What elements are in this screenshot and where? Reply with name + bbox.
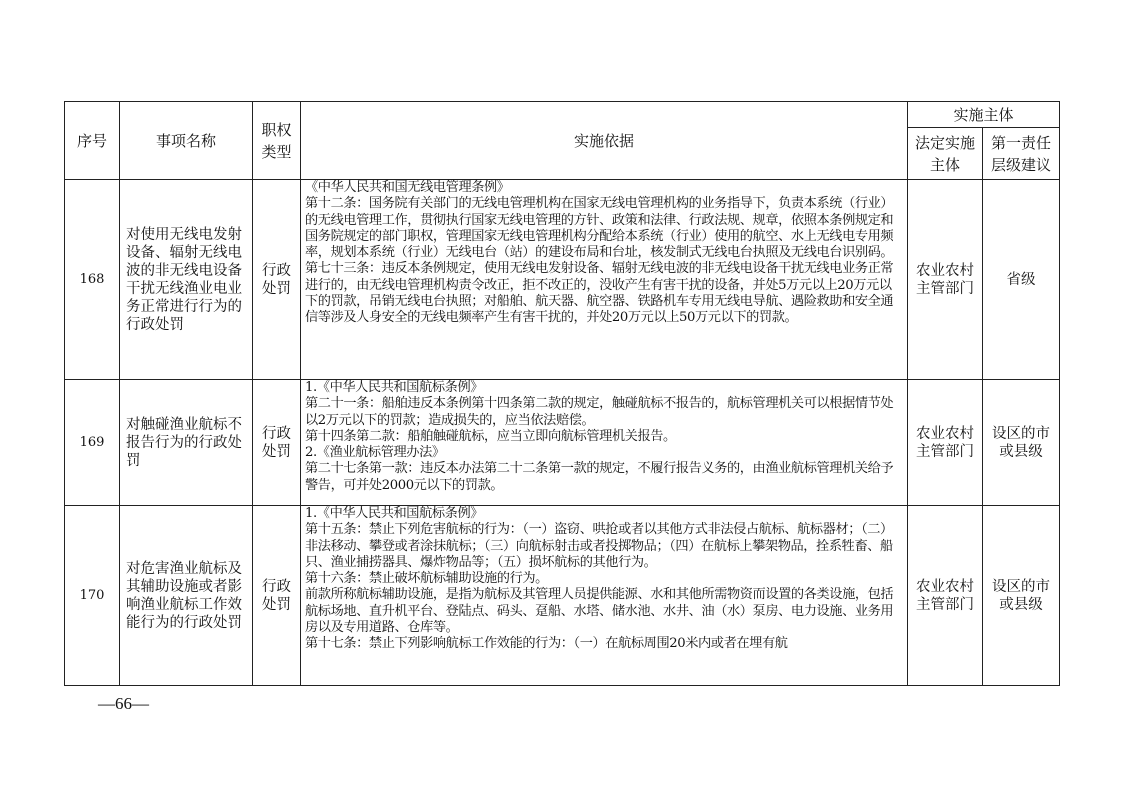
row-first-level: 省级 [983, 180, 1060, 380]
header-name: 事项名称 [120, 102, 253, 180]
row-basis [301, 506, 908, 686]
basis-line: 第十六条：禁止破坏航标辅助设施的行为。 [305, 571, 548, 587]
header-seq: 序号 [65, 102, 120, 180]
row-basis [301, 380, 908, 506]
basis-line: 第十七条：禁止下列影响航标工作效能的行为：（一）在航标周围20米内或者在埋有航 [305, 636, 788, 652]
table-row [65, 380, 1060, 506]
basis-line: 第七十三条：违反本条例规定，使用无线电发射设备、辐射无线电波的非无线电设备干扰无线电业务正常进行的，由无线电管理机构责令改正，拒不改正的，没收产生有害干扰的设备，并处5万元以上20万元以下的罚款，吊销无线电台执照；对船舶、航天器、航空器、铁路机车专用无线电导航、遇险救助和安全通信等涉及人身安全的无线电频率产生有害干扰的，并处20万元以上50万元以下的罚款。 [305, 261, 894, 326]
row-seq: 168 [65, 180, 120, 380]
basis-line: 第十五条：禁止下列危害航标的行为：（一）盗窃、哄抢或者以其他方式非法侵占航标、航标器材；（二）非法移动、攀登或者涂抹航标；（三）向航标射击或者投掷物品；（四）在航标上攀架物品，拴系牲畜、船只、渔业捕捞器具、爆炸物品等；（五）损坏航标的其他行为。 [305, 522, 893, 570]
header-type: 职权类型 [253, 102, 301, 180]
row-name: 对触碰渔业航标不报告行为的行政处罚 [120, 380, 253, 506]
document-table [64, 101, 1060, 686]
basis-line: 第十二条：国务院有关部门的无线电管理机构在国家无线电管理机构的业务指导下，负责本系统（行业）的无线电管理工作，贯彻执行国家无线电管理的方针、政策和法律、行政法规、规章，依照本条例规定和国务院规定的部门职权，管理国家无线电管理机构分配给本系统（行业）使用的航空、水上无线电专用频率，规划本系统（行业）无线电台（站）的建设布局和台址，核发制式无线电台执照及无线电台识别码。 [305, 196, 894, 261]
row-type: 行政处罚 [253, 380, 301, 506]
row-type: 行政处罚 [253, 180, 301, 380]
basis-line: 1.《中华人民共和国航标条例》 [305, 506, 484, 521]
basis-line: 《中华人民共和国无线电管理条例》 [305, 180, 510, 195]
basis-line: 第二十一条：船舶违反本条例第十四条第二款的规定，触碰航标不报告的，航标管理机关可以根据情节处以2万元以下的罚款；造成损失的，应当依法赔偿。 [305, 396, 894, 428]
basis-line: 1.《中华人民共和国航标条例》 [305, 380, 484, 395]
row-type: 行政处罚 [253, 506, 301, 686]
basis-line: 前款所称航标辅助设施，是指为航标及其管理人员提供能源、水和其他所需物资而设置的各类设施，包括航标场地、直升机平台、登陆点、码头、趸船、水塔、储水池、水井、油（水）泵房、电力设施、业务用房以及专用道路、仓库等。 [305, 587, 894, 636]
row-seq: 170 [65, 506, 120, 686]
row-legal-subject: 农业农村主管部门 [908, 506, 983, 686]
basis-line: 第二十七条第一款：违反本办法第二十二条第一款的规定，不履行报告义务的，由渔业航标管理机关给予警告，可并处2000元以下的罚款。 [305, 461, 894, 493]
row-name: 对使用无线电发射设备、辐射无线电波的非无线电设备干扰无线渔业电业务正常进行行为的行政处罚 [120, 180, 253, 380]
row-first-level: 设区的市或县级 [983, 506, 1060, 686]
header-first-level: 第一责任层级建议 [983, 128, 1060, 180]
row-first-level: 设区的市或县级 [983, 380, 1060, 506]
row-basis [301, 180, 908, 380]
table-row [65, 180, 1060, 380]
table-row [65, 506, 1060, 686]
row-legal-subject: 农业农村主管部门 [908, 380, 983, 506]
page-number: —66— [98, 694, 149, 713]
row-seq: 169 [65, 380, 120, 506]
basis-line: 2.《渔业航标管理办法》 [305, 445, 445, 461]
row-legal-subject: 农业农村主管部门 [908, 180, 983, 380]
basis-line: 第十四条第二款：船舶触碰航标，应当立即向航标管理机关报告。 [305, 428, 676, 444]
header-legal-subject: 法定实施主体 [908, 128, 983, 180]
header-subject: 实施主体 [908, 102, 1060, 128]
row-name: 对危害渔业航标及其辅助设施或者影响渔业航标工作效能行为的行政处罚 [120, 506, 253, 686]
header-basis: 实施依据 [301, 102, 908, 180]
